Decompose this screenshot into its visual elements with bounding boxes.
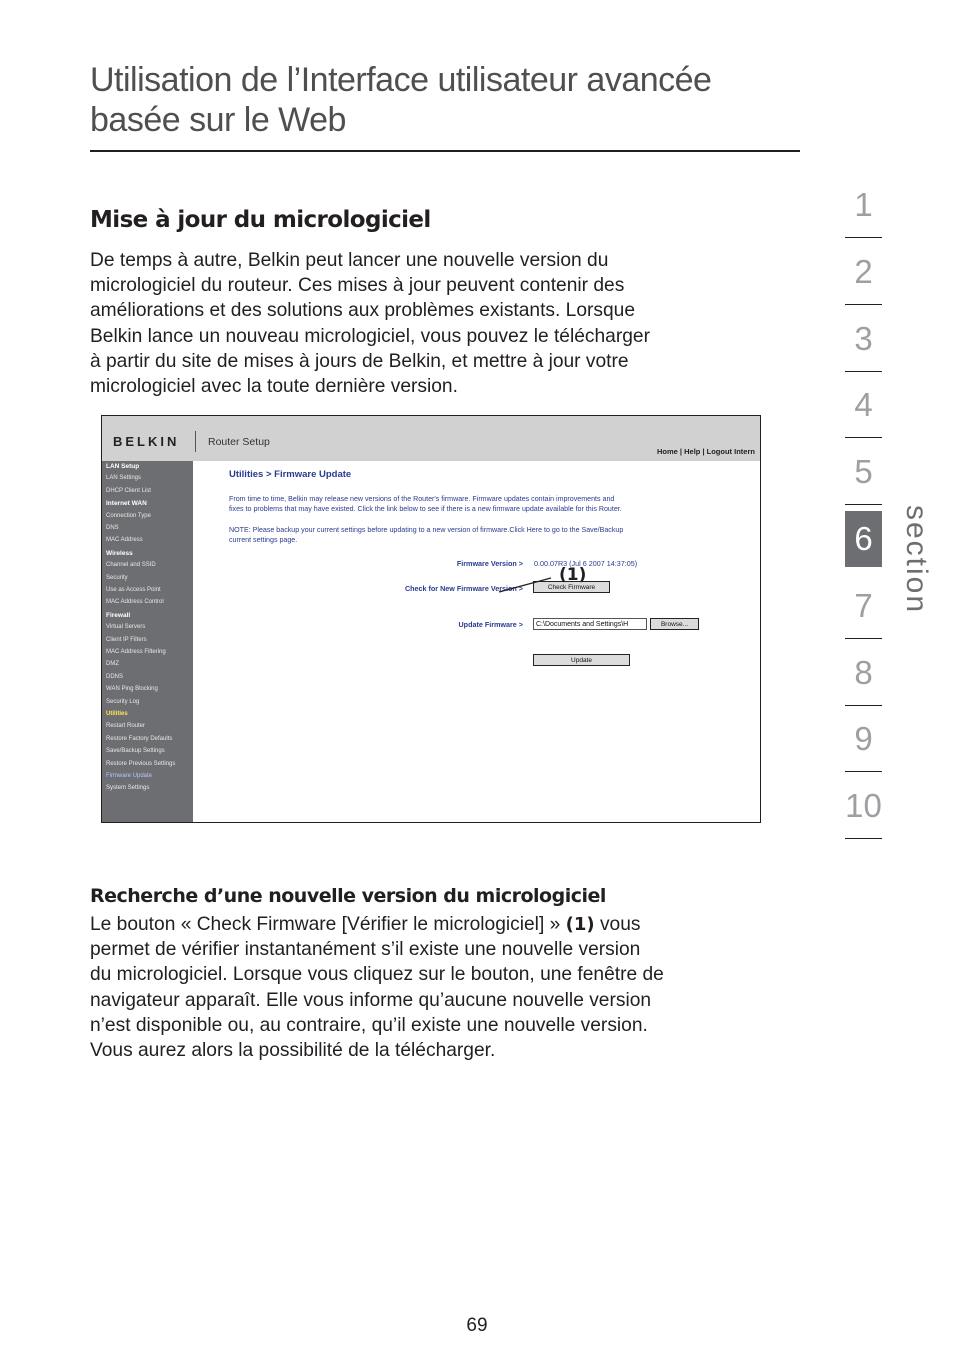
intro-paragraph [90, 248, 780, 399]
sidebar-item[interactable]: MAC Address [106, 537, 143, 544]
section-number: 5 [854, 453, 873, 491]
paragraph-line: à partir du site de mises à jours de Belkin, et mettre à jour votre [90, 350, 629, 372]
section-label [896, 505, 936, 628]
sidebar-item: LAN Setup [106, 463, 140, 470]
section-number: 4 [854, 386, 873, 424]
sidebar-item: Internet WAN [106, 500, 147, 508]
paragraph-line [90, 912, 790, 937]
note-line: NOTE: Please backup your current settings before updating to a new version of firmware.Click Here to go to the Save/Backup [229, 526, 624, 534]
section-number: 10 [845, 787, 882, 825]
page-title [90, 60, 800, 140]
section-number: 7 [854, 586, 873, 624]
sidebar-item[interactable]: Restore Previous Settings [106, 760, 176, 767]
browse-button[interactable]: Browse... [650, 618, 699, 630]
sidebar-item[interactable]: DMZ [106, 661, 119, 668]
paragraph-line: micrologiciel du routeur. Ces mises à jour peuvent contenir des [90, 275, 625, 297]
sidebar-item[interactable]: Save/Backup Settings [106, 748, 165, 755]
sidebar-item[interactable]: Restore Factory Defaults [106, 735, 173, 742]
sidebar-item[interactable]: Client IP Filters [106, 636, 147, 643]
sidebar-item[interactable]: System Settings [106, 785, 150, 792]
callout-arrow [102, 416, 760, 822]
sidebar-item[interactable]: Restart Router [106, 723, 146, 730]
section-number: 3 [854, 319, 873, 357]
callout-label: (1) [559, 565, 587, 585]
firmware-version-label: Firmware Version > [456, 559, 523, 568]
update-firmware-label: Update Firmware > [458, 620, 523, 629]
section-nav-item[interactable] [845, 506, 882, 572]
paragraph-line: permet de vérifier instantanément s’il existe une nouvelle version [90, 939, 641, 961]
title-line-1: Utilisation de l’Interface utilisateur avancée [90, 61, 712, 99]
sidebar-item[interactable]: Firmware Update [106, 773, 153, 779]
sidebar-item[interactable]: Use as Access Point [106, 587, 161, 593]
section-heading: Mise à jour du micrologiciel [90, 207, 431, 233]
sidebar-item[interactable]: DHCP Client List [106, 487, 151, 494]
note-line: current settings page. [229, 535, 298, 544]
router-app-title: Router Setup [208, 436, 270, 448]
section-number: 8 [854, 653, 873, 691]
firmware-file-input[interactable]: C:\Documents and Settings\H [533, 618, 647, 630]
callout-reference: (1) [565, 914, 595, 935]
firmware-version-value: 0.00.07R3 (Jul 6 2007 14:37:05) [534, 559, 638, 568]
description-line: From time to time, Belkin may release new versions of the Router's firmware. Firmware updates contain improvements and [229, 495, 615, 503]
paragraph-line: Vous aurez alors la possibilité de la télécharger. [90, 1040, 496, 1062]
section-nav-item[interactable] [845, 573, 882, 639]
update-button[interactable]: Update [533, 654, 630, 666]
router-page-title: Utilities > Firmware Update [229, 469, 352, 480]
title-divider [90, 150, 800, 152]
section-label-text: section [900, 505, 933, 615]
section-nav-item[interactable] [845, 706, 882, 772]
check-firmware-label: Check for New Firmware Version > [404, 584, 523, 593]
description-line: fixes to problems that may have existed. Click the link below to see if there is a new firmware update available for this Router. [229, 504, 622, 513]
section-nav-item[interactable] [845, 239, 882, 305]
section-nav-item[interactable] [845, 439, 882, 505]
sidebar-item[interactable]: Connection Type [106, 512, 151, 519]
paragraph-line: améliorations et des solutions aux problèmes existants. Lorsque [90, 300, 636, 322]
sidebar-item[interactable]: DNS [106, 525, 119, 531]
sidebar-item[interactable]: WAN Ping Blocking [106, 686, 158, 693]
sidebar-item[interactable]: Channel and SSID [106, 562, 156, 569]
section-nav-item[interactable] [845, 640, 882, 706]
paragraph-line: n’est disponible ou, au contraire, qu’il existe une nouvelle version. [90, 1014, 648, 1036]
section-nav-item[interactable] [845, 172, 882, 238]
sidebar-item[interactable]: Virtual Servers [106, 624, 146, 631]
subsection-heading: Recherche d’une nouvelle version du micrologiciel [90, 885, 606, 907]
sidebar-item[interactable]: DDNS [106, 673, 124, 680]
section-number: 6 [845, 511, 882, 567]
section-nav-item[interactable] [845, 773, 882, 839]
sidebar-item[interactable]: Utilities [106, 711, 128, 717]
title-line-2: basée sur le Web [90, 101, 346, 139]
check-firmware-button[interactable]: Check Firmware [533, 581, 610, 593]
belkin-logo: BELKIN [113, 434, 180, 449]
sidebar-item[interactable]: Security [106, 574, 128, 581]
paragraph-line: De temps à autre, Belkin peut lancer une nouvelle version du [90, 250, 609, 271]
paragraph-line: du micrologiciel. Lorsque vous cliquez sur le bouton, une fenêtre de [90, 964, 664, 986]
section-number: 1 [854, 186, 873, 223]
sidebar-item: Firewall [106, 611, 131, 619]
sidebar-item: Wireless [106, 549, 133, 557]
sidebar-item[interactable]: MAC Address Filtering [106, 649, 166, 655]
section-number: 2 [854, 252, 873, 290]
page-number: 69 [466, 1315, 488, 1336]
section-divider [845, 838, 882, 839]
sidebar-item[interactable]: MAC Address Control [106, 599, 164, 606]
sidebar-item[interactable]: Security Log [106, 698, 140, 705]
top-links[interactable]: Home | Help | Logout Intern [657, 447, 755, 456]
router-screenshot [101, 415, 761, 823]
section-nav-item[interactable] [845, 372, 882, 438]
section-nav-item[interactable] [845, 306, 882, 372]
paragraph-line: Belkin lance un nouveau micrologiciel, vous pouvez le télécharger [90, 325, 650, 347]
line-text: vous [594, 914, 641, 935]
line-text: Le bouton « Check Firmware [Vérifier le micrologiciel] » [90, 914, 566, 935]
check-firmware-paragraph [90, 912, 790, 1063]
paragraph-line: navigateur apparaît. Elle vous informe qu’aucune nouvelle version [90, 989, 652, 1011]
sidebar-item[interactable]: LAN Settings [106, 475, 142, 482]
section-number: 9 [854, 720, 873, 758]
paragraph-line: micrologiciel avec la toute dernière version. [90, 376, 458, 398]
